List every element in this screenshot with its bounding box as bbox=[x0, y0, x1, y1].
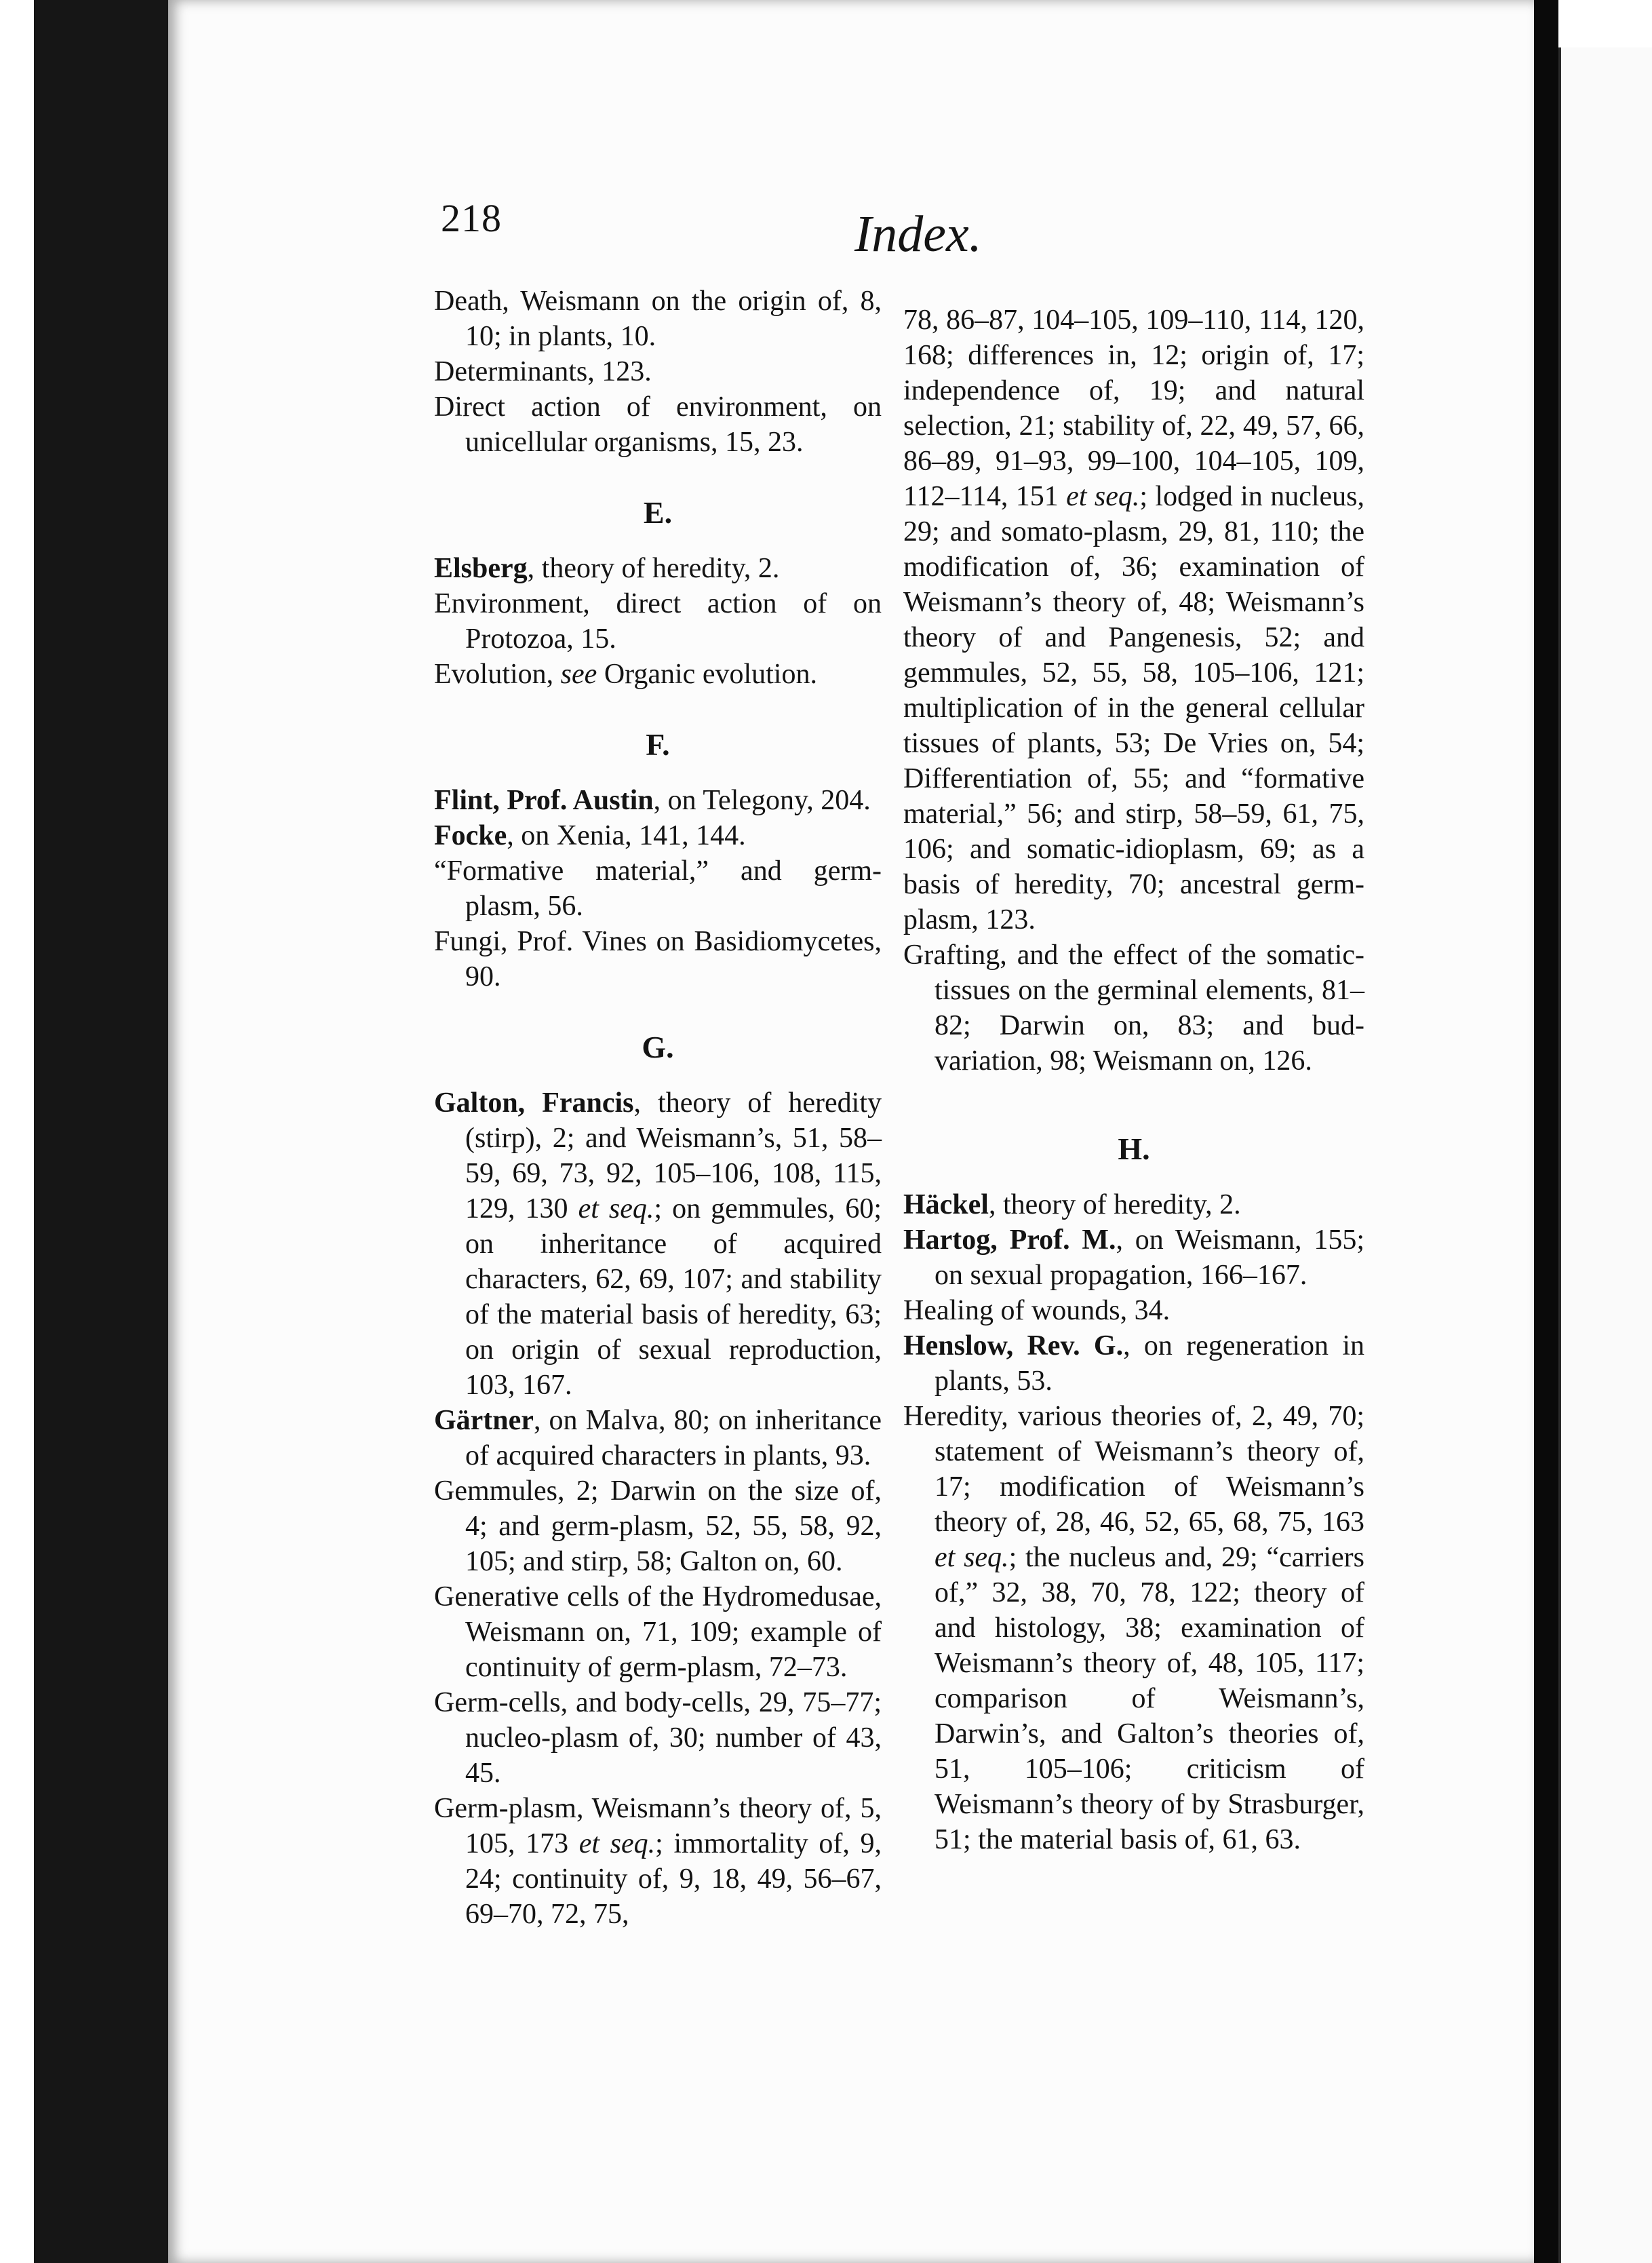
index-entry bbox=[903, 1222, 1364, 1293]
entry-em: see bbox=[560, 659, 597, 690]
index-entry bbox=[434, 551, 882, 586]
section-letter-f: F. bbox=[646, 727, 670, 762]
entry-text: and germ-plasm, 56. bbox=[465, 855, 882, 922]
index-entry bbox=[903, 1399, 1364, 1857]
entry-em: et seq. bbox=[935, 1542, 1009, 1573]
entry-em: et seq. bbox=[578, 1193, 654, 1224]
entry-text: , on unicellular organisms, 15, 23. bbox=[465, 391, 882, 458]
index-entry bbox=[434, 783, 882, 818]
index-entry bbox=[434, 389, 882, 460]
entry-head: Häckel bbox=[903, 1189, 989, 1220]
index-entry bbox=[434, 354, 882, 389]
index-section-e bbox=[434, 551, 882, 692]
entry-head: Henslow, Rev. G. bbox=[903, 1330, 1124, 1361]
index-entry bbox=[434, 853, 882, 924]
index-entry bbox=[434, 1085, 882, 1403]
index-section-f bbox=[434, 783, 882, 994]
index-entry bbox=[903, 1187, 1364, 1222]
germ-plasm-continuation bbox=[903, 303, 1364, 937]
index-section-g bbox=[434, 1085, 882, 1932]
entry-text: , Weismann on the origin of, 8, 10; in plants, 10. bbox=[465, 286, 882, 352]
index-entry bbox=[434, 1791, 882, 1932]
entry-text: , Weismann’s theory of, 5, 105, 173 bbox=[465, 1793, 882, 1859]
running-title: Index. bbox=[854, 206, 982, 263]
index-entry bbox=[903, 937, 1364, 1079]
continuation-text: 78, 86–87, 104–105, 109–110, 114, 120, 168; differences in, 12; origin of, 17; independence of, 19; and natural selection, 21; stability of, 22, 49, 57, 66, 86–89, 91–93, 99–100, 104–105, 109, 112–114, 151 bbox=[903, 305, 1364, 512]
entry-head: Environment bbox=[434, 588, 583, 619]
entry-head: Healing of wounds bbox=[903, 1295, 1120, 1326]
entry-head: Germ-plasm bbox=[434, 1793, 576, 1824]
index-entry bbox=[434, 586, 882, 657]
entry-text-2: ; immortality of, 9, 24; continuity of, 9, 18, 49, 56–67, 69–70, 72, 75, bbox=[465, 1828, 882, 1930]
entry-head: Galton, Francis bbox=[434, 1087, 634, 1119]
entry-text: of the Hydromedusae, Weismann on, 71, 109; example of continuity of germ-plasm, 72–73. bbox=[465, 1581, 882, 1683]
index-column-left bbox=[434, 284, 882, 1932]
entry-text: , bbox=[546, 659, 561, 690]
entry-text: , theory of heredity, 2. bbox=[988, 1189, 1241, 1220]
entry-text-2: ; on gemmules, 60; on inheritance of acquired characters, 62, 69, 107; and stability of the material basis of heredity, 63; on origin of sexual reproduction, 103, 167. bbox=[465, 1193, 882, 1401]
entry-em: et seq. bbox=[578, 1828, 656, 1859]
entry-text: , various theories of, 2, 49, 70; statement of Weismann’s theory of, 17; modification of Weismann’s theory of, 28, 46, 52, 65, 68, 75, 163 bbox=[935, 1401, 1364, 1538]
entry-head: Hartog, Prof. M. bbox=[903, 1224, 1116, 1256]
continuation-text-2: ; lodged in nucleus, 29; and somato-plasm, 29, 81, 110; the modification of, 36; examination of Weismann’s theory of, 48; Weismann’s theory of and Pangenesis, 52; and gemmules, 52, 55, 58, 105–106, 121; multiplication of in the general cellular tissues of plants, 53; De Vries on, 54; Differentiation of, 55; and “formative material,” 56; and stirp, 58–59, 61, 75, 106; and somatic-idioplasm, 69; as a basis of heredity, 70; ancestral germ-plasm, 123. bbox=[903, 481, 1365, 935]
entry-text: , 2; Darwin on the size of, 4; and germ-plasm, 52, 55, 58, 92, 105; and stirp, 58; Galton on, 60. bbox=[465, 1475, 882, 1577]
entry-text: , on Xenia, 141, 144. bbox=[507, 820, 746, 851]
index-entry bbox=[434, 1685, 882, 1791]
entry-head: Gemmules bbox=[434, 1475, 557, 1507]
entry-head: Fungi bbox=[434, 926, 501, 957]
entry-head: Evolution bbox=[434, 659, 547, 690]
entry-head: Gärtner bbox=[434, 1405, 534, 1436]
entry-text: , theory of heredity, 2. bbox=[527, 553, 780, 584]
entry-head: Elsberg bbox=[434, 553, 528, 584]
entry-head: Direct action of environment bbox=[434, 391, 821, 423]
index-entry bbox=[434, 1579, 882, 1685]
entry-head: Germ-cells bbox=[434, 1687, 561, 1718]
facing-page-edge bbox=[1558, 47, 1652, 2263]
entry-text: , on Weismann, 155; on sexual propagation, 166–167. bbox=[935, 1224, 1364, 1291]
index-section-d bbox=[434, 284, 882, 460]
entry-text: , and body-cells, 29, 75–77; nucleo-plasm of, 30; number of 43, 45. bbox=[465, 1687, 882, 1789]
index-entry bbox=[434, 1473, 882, 1579]
entry-text-2: ; the nucleus and, 29; “carriers of,” 32, 38, 70, 78, 122; theory of and histology, 38; examination of Weismann’s theory of, 48, 105, 117; comparison of Weismann’s, Darwin’s, and Galton’s theories of, 51, 105–106; criticism of Weismann’s theory of by Strasburger, 51; the material basis of, 61, 63. bbox=[935, 1542, 1364, 1855]
section-letter-g: G. bbox=[642, 1030, 674, 1064]
index-entry bbox=[434, 818, 882, 853]
section-letter-h: H. bbox=[1118, 1132, 1150, 1166]
entry-text: , direct action of on Protozoa, 15. bbox=[465, 588, 882, 655]
entry-head: Flint, Prof. Austin bbox=[434, 785, 654, 816]
entry-text: , 34. bbox=[1120, 1295, 1171, 1326]
index-column-right bbox=[903, 303, 1364, 1857]
section-letter-e: E. bbox=[643, 495, 673, 530]
index-entry bbox=[434, 924, 882, 994]
entry-head: Generative cells bbox=[434, 1581, 620, 1612]
scan-margin-left bbox=[0, 0, 34, 2263]
index-entry bbox=[434, 284, 882, 354]
entry-text: , theory of heredity (stirp), 2; and Weismann’s, 51, 58–59, 69, 73, 92, 105–106, 108, 115, 129, 130 bbox=[465, 1087, 882, 1224]
entry-head: Grafting bbox=[903, 940, 1000, 971]
entry-head: Determinants bbox=[434, 356, 588, 387]
index-entry bbox=[903, 1293, 1364, 1328]
index-entry bbox=[434, 1403, 882, 1473]
entry-text: , on Telegony, 204. bbox=[653, 785, 871, 816]
entry-text: Organic evolution. bbox=[597, 659, 817, 690]
entry-head: “Formative material,” bbox=[434, 855, 709, 887]
scan-gutter-right bbox=[1534, 0, 1558, 2263]
entry-head: Focke bbox=[434, 820, 507, 851]
continuation-em: et seq. bbox=[1066, 481, 1140, 512]
index-entry bbox=[903, 1328, 1364, 1399]
index-entry bbox=[434, 657, 882, 692]
entry-text: , on Malva, 80; on inheritance of acquired characters in plants, 93. bbox=[465, 1405, 882, 1471]
entry-text: , 123. bbox=[587, 356, 652, 387]
entry-text: , and the effect of the somatic-tissues on the germinal elements, 81–82; Darwin on, 83; and bud-variation, 98; Weismann on, 126. bbox=[935, 940, 1364, 1077]
entry-text: , Prof. Vines on Basidiomycetes, 90. bbox=[465, 926, 882, 992]
index-section-h bbox=[903, 1187, 1364, 1857]
page-number: 218 bbox=[441, 196, 502, 240]
entry-head: Heredity bbox=[903, 1401, 1002, 1432]
entry-head: Death bbox=[434, 286, 503, 317]
entry-text: , on regeneration in plants, 53. bbox=[935, 1330, 1364, 1397]
